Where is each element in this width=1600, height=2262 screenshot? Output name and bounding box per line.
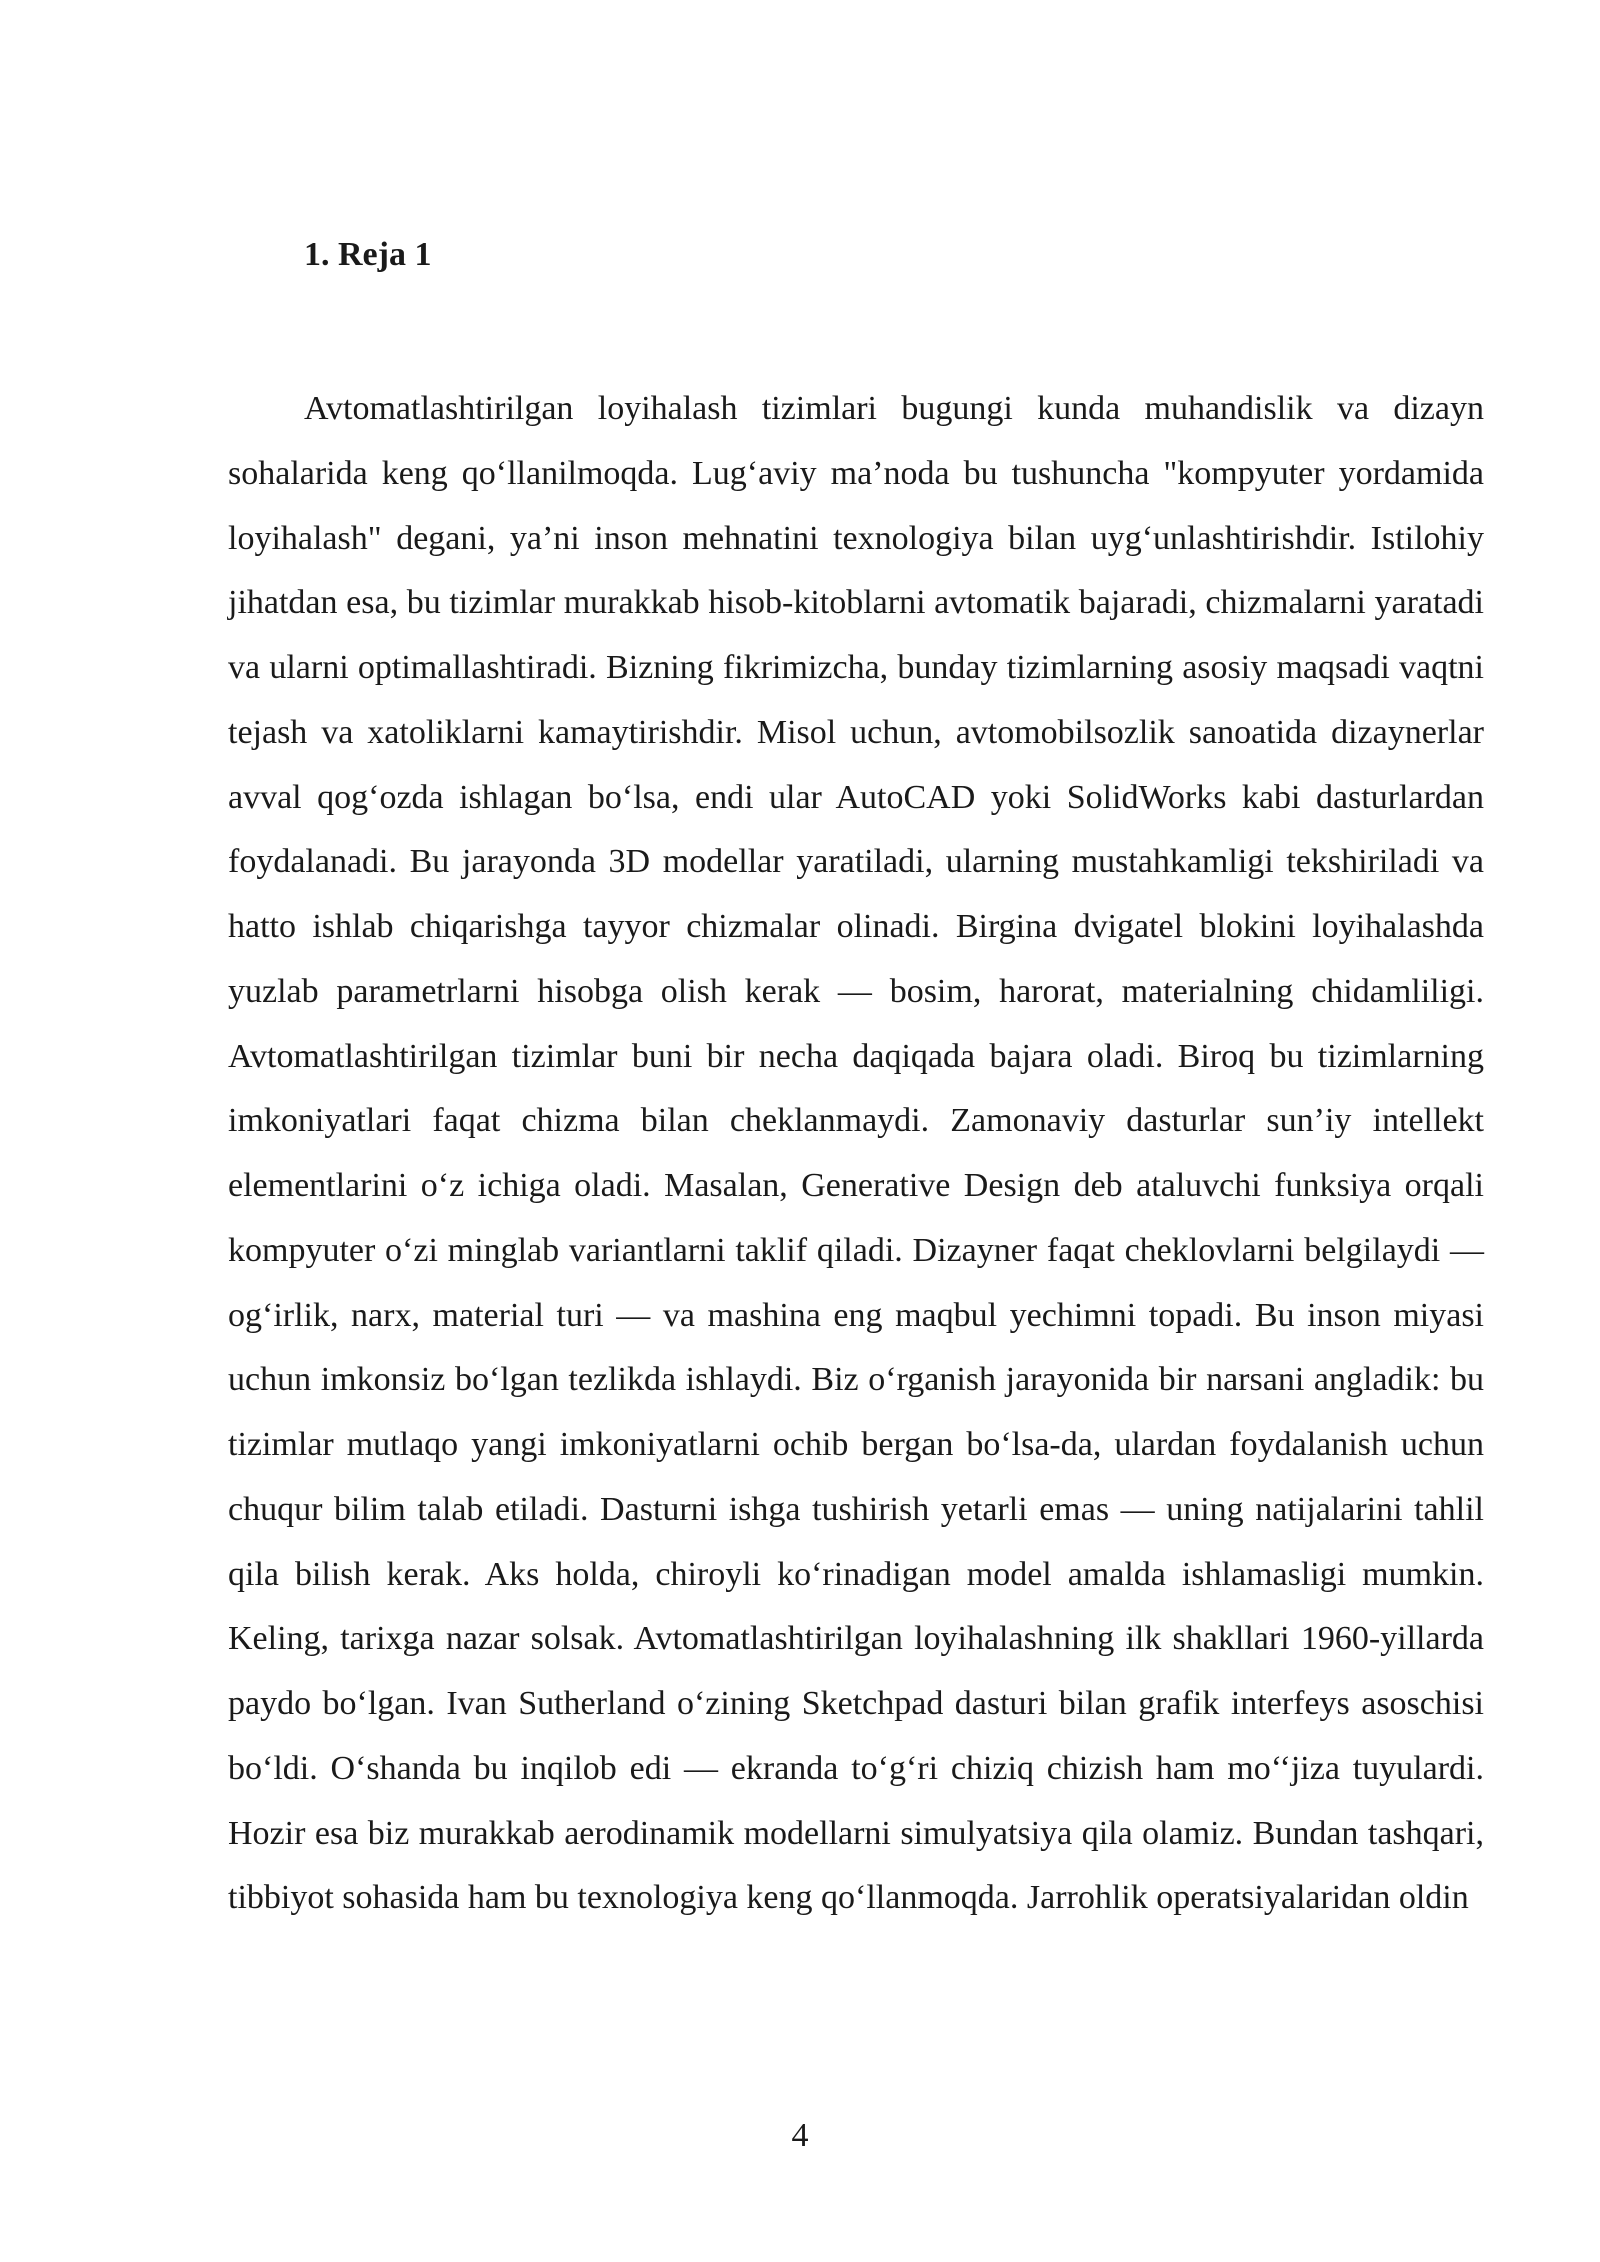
body-paragraph: Avtomatlashtirilgan loyihalash tizimlari bugungi kunda muhandislik va dizayn sohalarida keng qo‘llanilmoqda. Lug‘aviy ma’noda bu tushuncha "kompyuter yordamida loyihalash" degani, ya’ni inson mehnatini texnologiya bilan uyg‘unlashtirishdir. Istilohiy jihatdan esa, bu tizimlar murakkab hisob-kitoblarni avtomatik bajaradi, chizmalarni yaratadi va ularni optimallashtiradi. Bizning fikrimizcha, bunday tizimlarning asosiy maqsadi vaqtni tejash va xatoliklarni kamaytirishdir. Misol uchun, avtomobilsozlik sanoatida dizaynerlar avval qog‘ozda ishlagan bo‘lsa, endi ular AutoCAD yoki SolidWorks kabi dasturlardan foydalanadi. Bu jarayonda 3D modellar yaratiladi, ularning mustahkamligi tekshiriladi va hatto ishlab chiqarishga tayyor chizmalar olinadi. Birgina dvigatel blokini loyihalashda yuzlab parametrlarni hisobga olish kerak — bosim, harorat, materialning chidamliligi. Avtomatlashtirilgan tizimlar buni bir necha daqiqada bajara oladi. Biroq bu tizimlarning imkoniyatlari faqat chizma bilan cheklanmaydi. Zamonaviy dasturlar sun’iy intellekt elementlarini o‘z ichiga oladi. Masalan, Generative Design deb ataluvchi funksiya orqali kompyuter o‘zi minglab variantlarni taklif qiladi. Dizayner faqat cheklovlarni belgilaydi — og‘irlik, narx, material turi — va mashina eng maqbul yechimni topadi. Bu inson miyasi uchun imkonsiz bo‘lgan tezlikda ishlaydi. Biz o‘rganish jarayonida bir narsani angladik: bu tizimlar mutlaqo yangi imkoniyatlarni ochib bergan bo‘lsa-da, ulardan foydalanish uchun chuqur bilim talab etiladi. Dasturni ishga tushirish yetarli emas — uning natijalarini tahlil qila bilish kerak. Aks holda, chiroyli ko‘rinadigan model amalda ishlamasligi mumkin. Keling, tarixga nazar solsak. Avtomatlashtirilgan loyihalashning ilk shakllari 1960-yillarda paydo bo‘lgan. Ivan Sutherland o‘zining Sketchpad dasturi bilan grafik interfeys asoschisi bo‘ldi. O‘shanda bu inqilob edi — ekranda to‘g‘ri chiziq chizish ham mo‘‘jiza tuyulardi. Hozir esa biz murakkab aerodinamik modellarni simulyatsiya qila olamiz. Bundan tashqari, tibbiyot sohasida ham bu texnologiya keng qo‘llanmoqda. Jarrohlik operatsiyalaridan oldin	[228, 390, 1484, 1917]
page-number: 4	[791, 2117, 809, 2154]
section-heading: 1. Reja 1	[304, 236, 432, 273]
